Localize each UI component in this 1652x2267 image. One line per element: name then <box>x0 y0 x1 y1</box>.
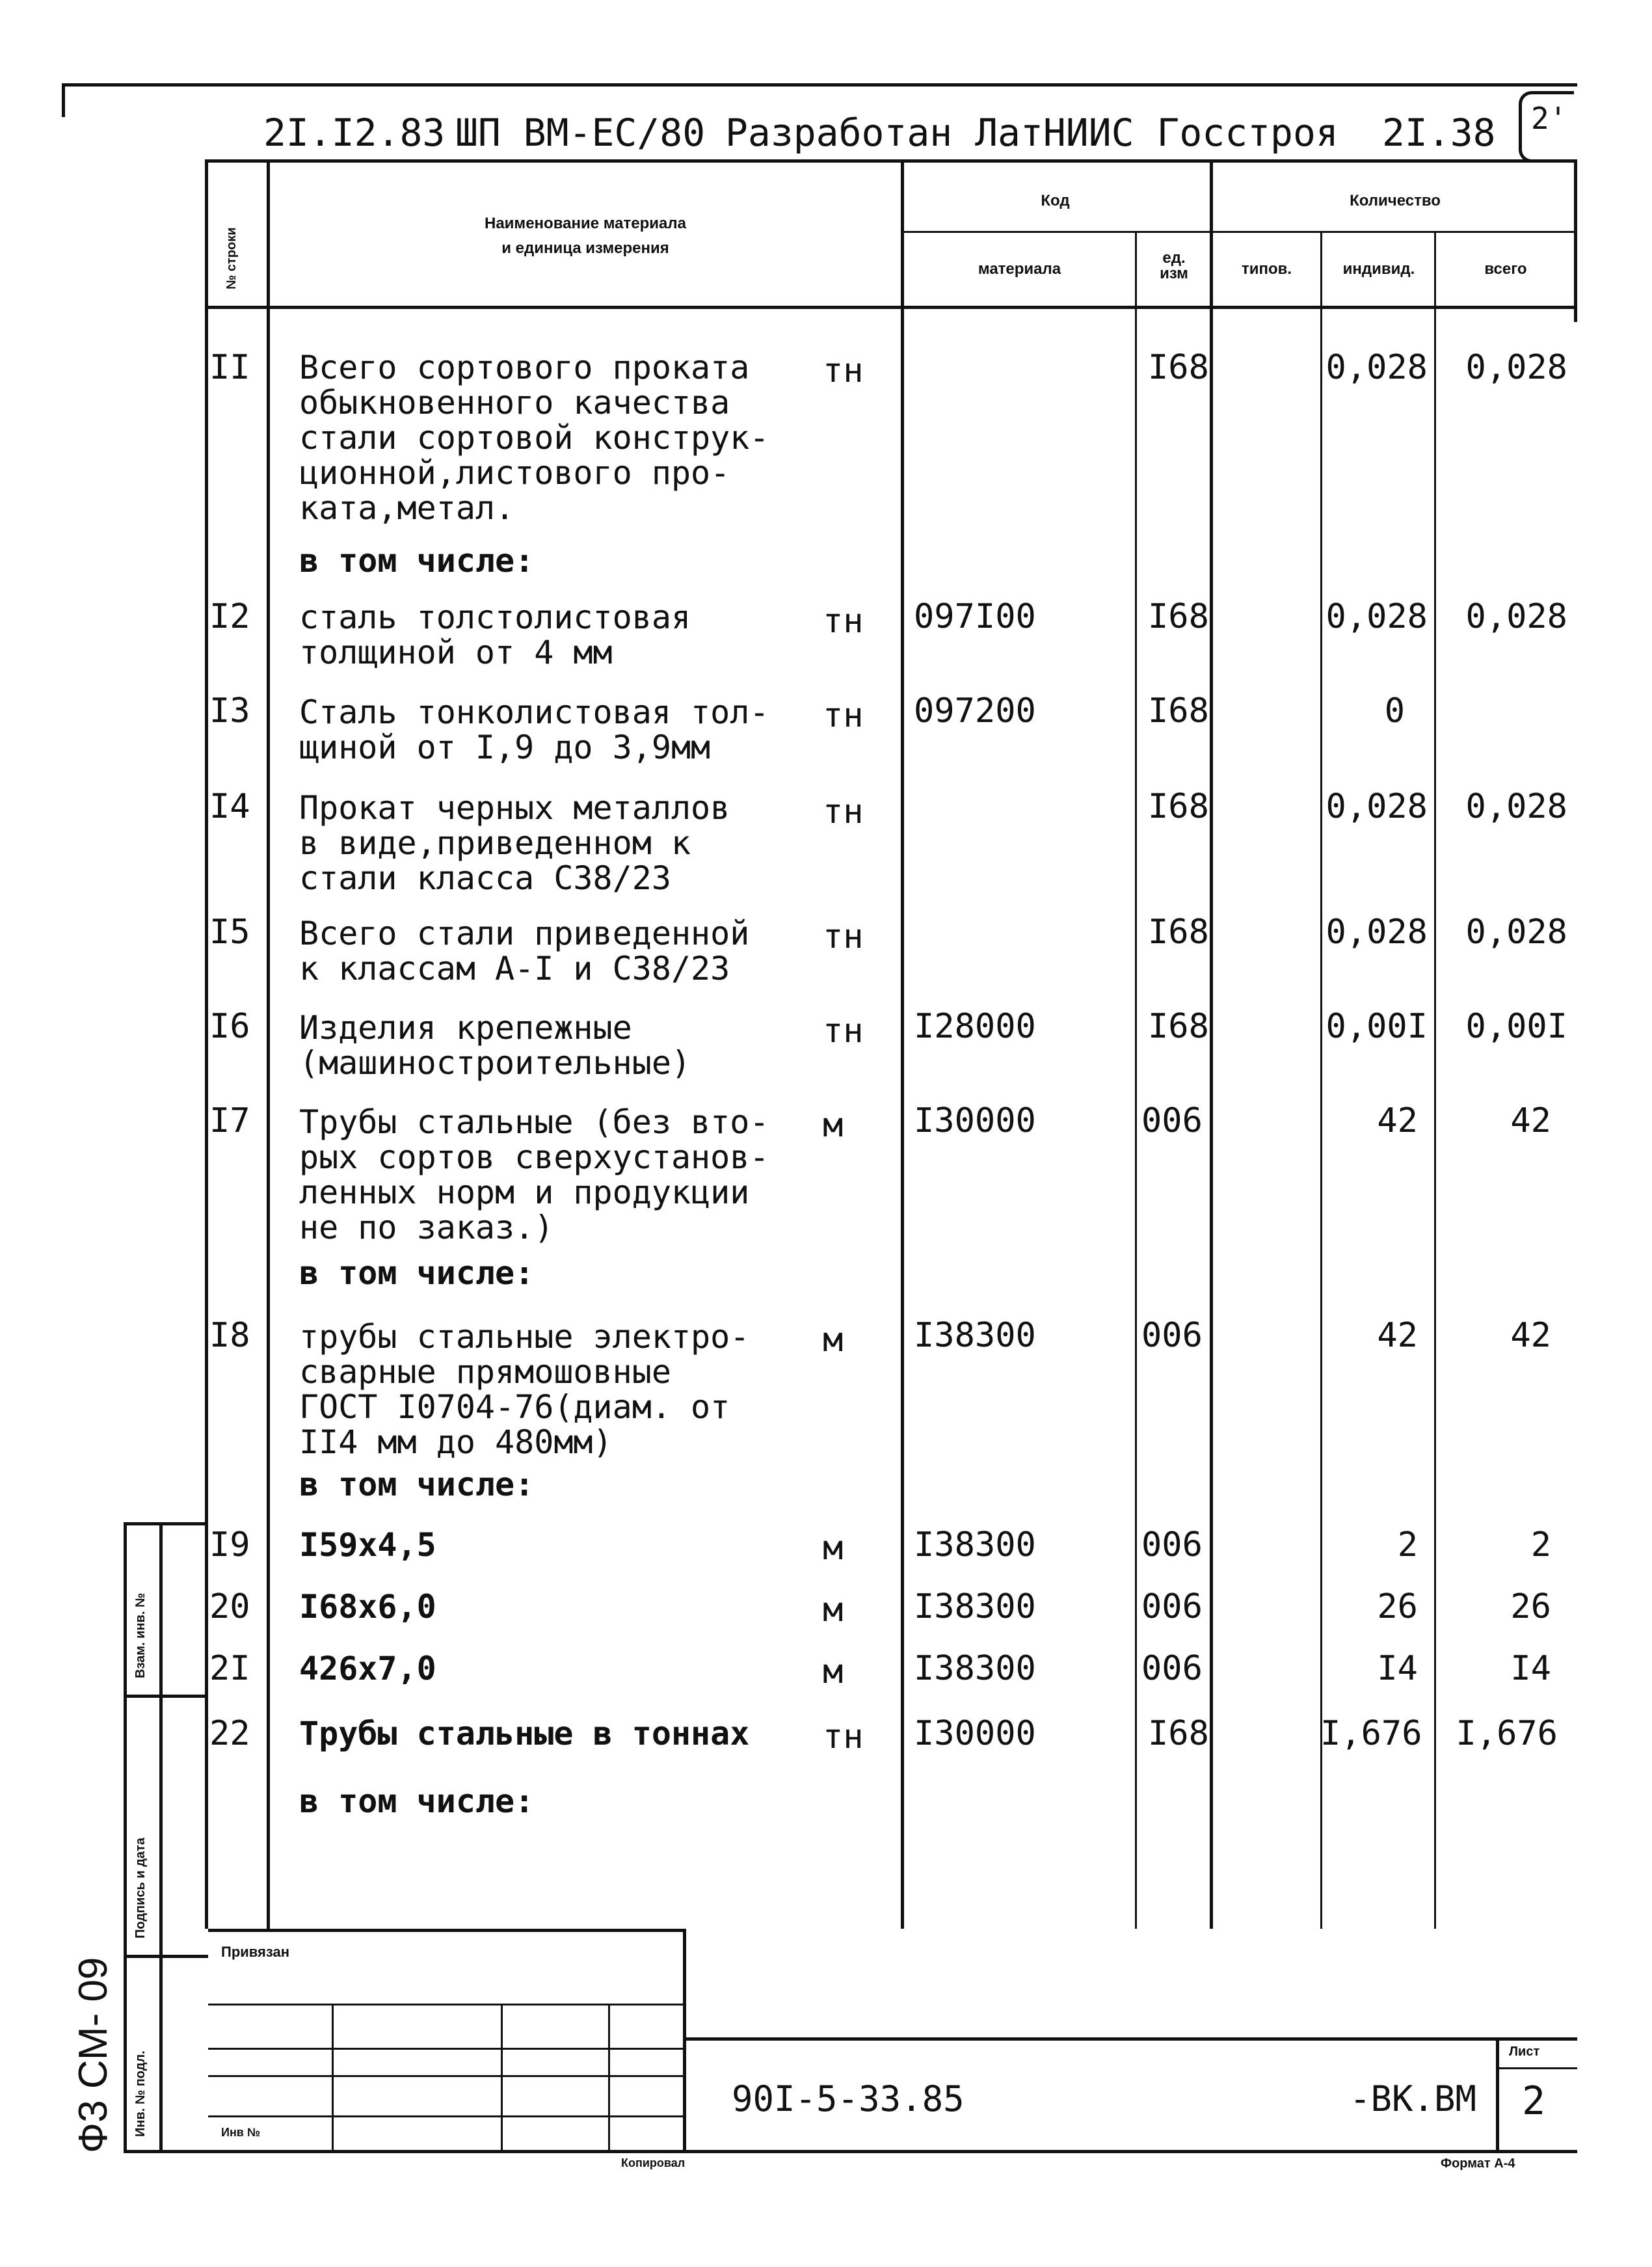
row-unit: тн <box>823 917 864 956</box>
col-qty-individual: индивид. <box>1342 260 1415 278</box>
row-name: Прокат черных металлов в виде,приведенном к стали класса С38/23 <box>299 789 730 897</box>
row-no: I6 <box>209 1007 250 1046</box>
row-unit-code: I68 <box>1148 913 1209 952</box>
row-unit: тн <box>823 602 864 641</box>
row-individual: 0,00I <box>1326 1007 1428 1046</box>
corner-mark: 2' <box>1531 101 1567 136</box>
col-code-group: Код <box>1041 192 1070 209</box>
row-unit: тн <box>823 351 864 390</box>
row-name: трубы стальные электро- сварные прямошовные ГОСТ I0704-76(диам. от II4 мм до 480мм) <box>299 1318 750 1461</box>
row-total: I4 <box>1510 1649 1551 1688</box>
header-number: 2I.38 <box>1382 111 1496 155</box>
row-unit-code: 006 <box>1141 1649 1203 1688</box>
row-name: в том числе: <box>299 1254 535 1292</box>
col-qty-group: Количество <box>1350 192 1441 209</box>
row-individual: 2 <box>1397 1525 1418 1564</box>
row-no: I4 <box>209 787 250 826</box>
row-total: 0,028 <box>1465 597 1567 636</box>
stamp-linked: Привязан <box>221 1944 290 1960</box>
col-qty-total: всего <box>1484 260 1527 278</box>
col-row-no: № строки <box>224 227 239 289</box>
top-left-tick <box>62 83 65 117</box>
col-name: Наименование материала и единица измерения <box>485 215 686 257</box>
row-individual: 0,028 <box>1326 787 1428 826</box>
row-name: I68х6,0 <box>299 1588 436 1626</box>
row-no: 22 <box>209 1714 250 1753</box>
row-individual: 0,028 <box>1326 913 1428 952</box>
side-inv-orig: Инв. № подл. <box>133 2050 148 2137</box>
row-no: I3 <box>209 691 250 731</box>
row-unit: м <box>823 1106 844 1145</box>
stamp-sheet-label: Лист <box>1509 2045 1540 2059</box>
col-qty-typical: типов. <box>1241 260 1292 278</box>
stamp-doc-number: 90I-5-33.85 <box>732 2078 965 2119</box>
col-code-unit: ед. изм <box>1160 249 1188 282</box>
row-individual: I,676 <box>1320 1714 1422 1753</box>
row-name: сталь толстолистовая толщиной от 4 мм <box>299 598 691 671</box>
row-unit: м <box>823 1652 844 1691</box>
row-unit: м <box>823 1590 844 1630</box>
row-total: 42 <box>1510 1316 1551 1355</box>
row-unit: м <box>823 1529 844 1568</box>
row-name: в том числе: <box>299 1782 535 1820</box>
row-unit: тн <box>823 1012 864 1051</box>
row-name: Всего сортового проката обыкновенного качества стали сортовой конструк- ционной,листового про- ката,метал. <box>299 349 769 527</box>
row-total: 26 <box>1510 1587 1551 1626</box>
row-unit: тн <box>823 792 864 831</box>
row-individual: I4 <box>1377 1649 1418 1688</box>
row-unit-code: 006 <box>1141 1101 1203 1140</box>
row-total: 0,028 <box>1465 787 1567 826</box>
corner-box <box>1519 91 1574 163</box>
row-material: I38300 <box>914 1316 1036 1355</box>
row-unit-code: 006 <box>1141 1316 1203 1355</box>
row-name: Сталь тонколистовая тол- щиной от I,9 до 3,9мм <box>299 693 769 766</box>
header-date: 2I.I2.83 <box>263 111 446 155</box>
row-material: I38300 <box>914 1649 1036 1688</box>
row-no: 2I <box>209 1649 250 1688</box>
stamp-format: Формат А-4 <box>1441 2156 1515 2171</box>
row-individual: 0,028 <box>1326 348 1428 387</box>
row-unit: м <box>823 1321 844 1360</box>
row-name: Трубы стальные в тоннах <box>299 1715 750 1752</box>
side-form-code: Ф3 СМ- 09 <box>71 1957 116 2153</box>
stamp-copied: Копировал <box>621 2156 686 2169</box>
row-name: Трубы стальные (без вто- рых сортов сверхустанов- ленных норм и продукции не по заказ.) <box>299 1103 769 1246</box>
row-name: Изделия крепежные (машиностроительные) <box>299 1009 691 1082</box>
stamp-doc-suffix: -ВК.ВМ <box>1350 2078 1477 2119</box>
row-total: 42 <box>1510 1101 1551 1140</box>
row-total: 0,00I <box>1465 1007 1567 1046</box>
row-total: I,676 <box>1456 1714 1558 1753</box>
row-total: 2 <box>1530 1525 1551 1564</box>
row-unit-code: 006 <box>1141 1587 1203 1626</box>
row-material: 097200 <box>914 691 1036 731</box>
row-no: I2 <box>209 597 250 636</box>
row-individual: 26 <box>1377 1587 1418 1626</box>
side-sign-date: Подпись и дата <box>133 1838 148 1938</box>
side-replace-inv: Взам. инв. № <box>133 1592 148 1678</box>
row-no: I8 <box>209 1316 250 1355</box>
row-name: I59х4,5 <box>299 1526 436 1564</box>
row-unit: тн <box>823 1717 864 1756</box>
row-individual: 0,028 <box>1326 597 1428 636</box>
row-no: I7 <box>209 1101 250 1140</box>
row-unit: тн <box>823 696 864 735</box>
row-material: I38300 <box>914 1525 1036 1564</box>
row-no: I9 <box>209 1525 250 1564</box>
row-name: в том числе: <box>299 542 535 580</box>
row-unit-code: I68 <box>1148 787 1209 826</box>
row-material: I38300 <box>914 1587 1036 1626</box>
stamp-sheet-number: 2 <box>1522 2078 1546 2124</box>
row-unit-code: 006 <box>1141 1525 1203 1564</box>
header-code: ШП ВМ-ЕС/80 <box>455 111 706 155</box>
row-no: 20 <box>209 1587 250 1626</box>
row-total: 0,028 <box>1465 913 1567 952</box>
row-material: 097I00 <box>914 597 1036 636</box>
row-material: I28000 <box>914 1007 1036 1046</box>
row-individual: 42 <box>1377 1101 1418 1140</box>
row-total: 0,028 <box>1465 348 1567 387</box>
row-unit-code: I68 <box>1148 348 1209 387</box>
row-name: 426х7,0 <box>299 1650 436 1687</box>
row-no: I5 <box>209 913 250 952</box>
top-border-line <box>62 83 1577 87</box>
row-material: I30000 <box>914 1714 1036 1753</box>
row-unit-code: I68 <box>1148 1007 1209 1046</box>
row-unit-code: I68 <box>1148 597 1209 636</box>
row-individual: 0 <box>1384 691 1405 731</box>
row-name: Всего стали приведенной к классам А-I и С38/23 <box>299 915 750 987</box>
header-developer: Разработан ЛатНИИС Госстроя <box>725 111 1339 155</box>
row-no: II <box>209 348 250 387</box>
row-material: I30000 <box>914 1101 1036 1140</box>
stamp-inv-no: Инв № <box>221 2126 260 2139</box>
row-unit-code: I68 <box>1148 691 1209 731</box>
col-code-material: материала <box>978 260 1061 278</box>
row-individual: 42 <box>1377 1316 1418 1355</box>
row-unit-code: I68 <box>1148 1714 1209 1753</box>
row-name: в том числе: <box>299 1466 535 1503</box>
